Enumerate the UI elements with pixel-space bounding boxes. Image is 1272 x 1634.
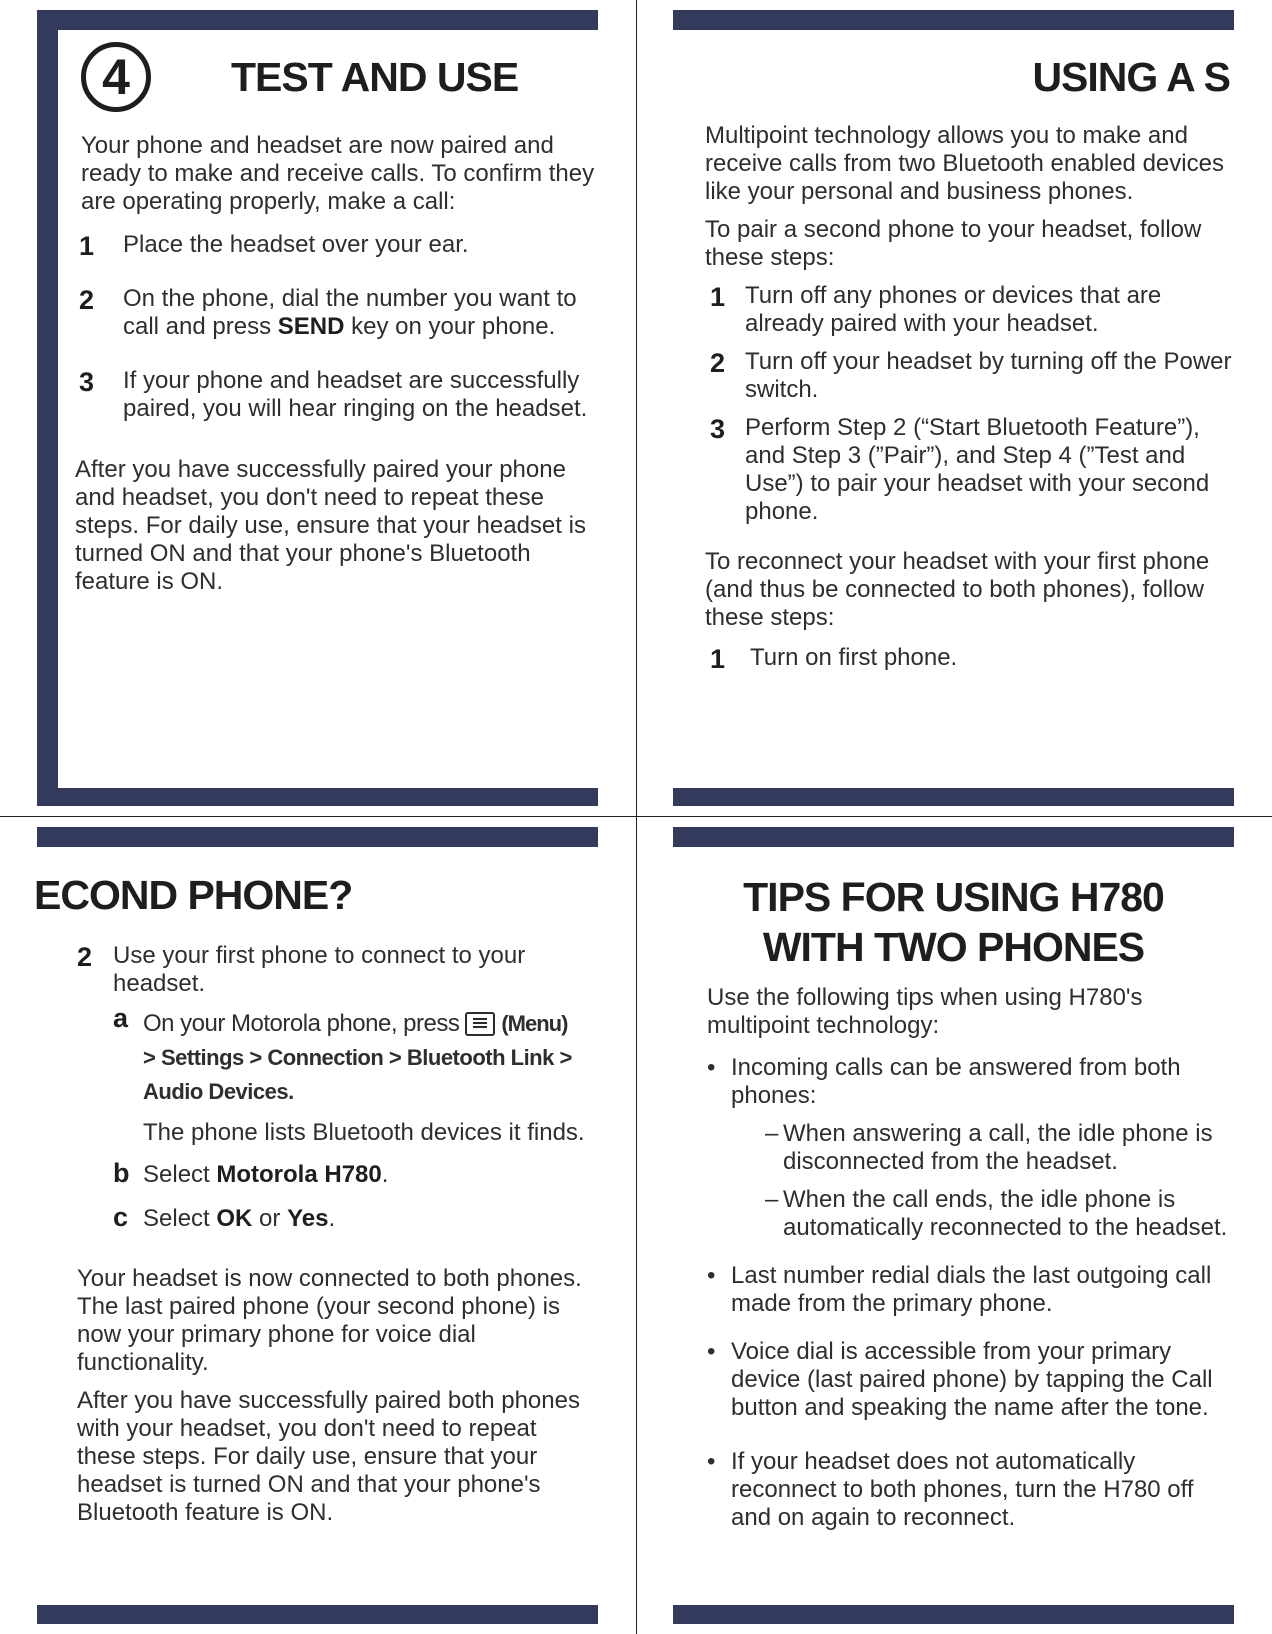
- tip-text: Incoming calls can be answered from both phones:: [731, 1054, 1181, 1109]
- panel3-substep-b: [113, 1158, 597, 1189]
- panel3-step-2: [77, 942, 597, 998]
- step-text-end: key on your phone.: [344, 313, 556, 340]
- panel2-intro1: Multipoint technology allows you to make and receive calls from two Bluetooth enabled devices like your personal and business phones.: [705, 122, 1224, 205]
- menu-instruction: [143, 1006, 597, 1041]
- panel3-frame-top: [37, 827, 598, 847]
- substep-letter: c: [113, 1202, 129, 1232]
- panel4-title-line2: WITH TWO PHONES: [762, 924, 1145, 970]
- panel4-intro: Use the following tips when using H780's multipoint technology:: [707, 984, 1143, 1039]
- panel3-title: ECOND PHONE?: [34, 872, 353, 918]
- step-number-label: 2: [79, 285, 95, 315]
- panel2-frame-bottom: [673, 788, 1234, 806]
- panel1-title: TEST AND USE: [231, 54, 519, 100]
- panel4-title-line1: TIPS FOR USING H780: [743, 874, 1164, 920]
- panel4-frame-top: [673, 827, 1234, 847]
- menu-instruction-prefix: On your Motorola phone, press: [143, 1010, 460, 1037]
- panel3-substep-c: [113, 1202, 597, 1233]
- bullet-icon: •: [707, 1262, 716, 1289]
- step-text: Turn off any phones or devices that are already paired with your headset.: [745, 282, 1162, 337]
- dash-icon: –: [765, 1186, 779, 1213]
- panel2-content: [705, 122, 1233, 672]
- panel2-step-3: [710, 414, 1233, 526]
- panel1-intro: Your phone and headset are now paired and ready to make and receive calls. To confirm they are operating properly, make a call:: [81, 132, 595, 215]
- vertical-fold-line: [636, 0, 637, 1634]
- panel4-title: [673, 872, 1234, 972]
- step-number-label: 3: [710, 414, 726, 444]
- step-number-circle-icon: [81, 42, 151, 112]
- panel3-substep-a: [113, 1003, 597, 1147]
- substep-or: or: [252, 1205, 288, 1232]
- step-text: Use your first phone to connect to your headset.: [113, 942, 526, 997]
- panel2-title: USING A S: [1032, 54, 1230, 100]
- substep-period: .: [381, 1161, 389, 1188]
- panel4-frame-bottom: [673, 1605, 1234, 1624]
- step-number-label: 1: [710, 282, 726, 312]
- substep-a-note: The phone lists Bluetooth devices it finds.: [143, 1119, 585, 1146]
- substep-letter: a: [113, 1003, 129, 1033]
- tip-text: Voice dial is accessible from your primary device (last paired phone) by tapping the Call button and speaking the name after the tone.: [731, 1338, 1213, 1421]
- tip-subitem-text: When answering a call, the idle phone is disconnected from the headset.: [783, 1120, 1213, 1175]
- menu-path-line2: Audio Devices.: [143, 1079, 294, 1104]
- panel2-step-1: [710, 282, 1233, 338]
- device-name: Motorola H780: [216, 1161, 382, 1188]
- step-text: If your phone and headset are successfully paired, you will hear ringing on the headset.: [123, 367, 588, 422]
- yes-label: Yes: [287, 1205, 329, 1232]
- panel3-para1: Your headset is now connected to both phones. The last paired phone (your second phone) is now your primary phone for voice dial functionality.: [77, 1265, 582, 1376]
- tip-bullet-4: [707, 1448, 1235, 1532]
- step-text: On the phone, dial the number you want to call and press: [123, 285, 577, 340]
- step-text: Place the headset over your ear.: [123, 231, 469, 258]
- substep-text: Select: [143, 1161, 217, 1188]
- substep-period: .: [328, 1205, 336, 1232]
- substep-text: Select: [143, 1205, 217, 1232]
- panel1-step-2: [79, 285, 599, 341]
- panel2-reconnect: To reconnect your headset with your first phone (and thus be connected to both phones), follow these steps:: [705, 548, 1210, 631]
- panel1-frame-top: [37, 10, 598, 30]
- tip-subitem-1: [765, 1120, 1235, 1176]
- panel2-reconnect-step-1: [710, 644, 1233, 672]
- menu-key-icon: [465, 1012, 495, 1036]
- substep-letter: b: [113, 1158, 130, 1188]
- menu-label: (Menu): [501, 1011, 568, 1036]
- step-number-label: 2: [710, 348, 726, 378]
- panel2-steps: [705, 282, 1233, 526]
- panel1-frame-bottom: [37, 788, 598, 806]
- tip-bullet-2: [707, 1262, 1235, 1318]
- bullet-icon: •: [707, 1054, 716, 1081]
- panel3-para2: After you have successfully paired both phones with your headset, you don't need to repeat these steps. For daily use, ensure that your headset is turned ON and that your phone's Bluetooth feature is ON.: [77, 1387, 580, 1526]
- panel1-step-1: [79, 231, 599, 259]
- bullet-icon: •: [707, 1448, 716, 1475]
- menu-path-line1: > Settings > Connection > Bluetooth Link >: [143, 1045, 572, 1070]
- step-text: Turn on first phone.: [750, 644, 958, 671]
- tip-text: If your headset does not automatically reconnect to both phones, turn the H780 off and on again to reconnect.: [731, 1448, 1194, 1531]
- step-number-label: 1: [79, 231, 95, 261]
- tip-bullet-3: [707, 1338, 1235, 1422]
- panel2-step-2: [710, 348, 1233, 404]
- panel1-steps: [79, 231, 599, 423]
- step-number-label: 3: [79, 367, 95, 397]
- panel3-frame-bottom: [37, 1605, 598, 1624]
- step-number-label: 2: [77, 942, 93, 972]
- panel1-closing: After you have successfully paired your phone and headset, you don't need to repeat these steps. For daily use, ensure that your headset is turned ON and that your phone's Bluetooth feature is ON.: [75, 456, 586, 595]
- tip-subitem-text: When the call ends, the idle phone is automatically reconnected to the headset.: [783, 1186, 1228, 1241]
- panel2-frame-top: [673, 10, 1234, 30]
- panel2-intro2: To pair a second phone to your headset, follow these steps:: [705, 216, 1202, 271]
- send-key-label: SEND: [277, 313, 345, 340]
- step-text: Perform Step 2 (“Start Bluetooth Feature”), and Step 3 (”Pair”), and Step 4 (”Test and Use”) to pair your headset with your second phone.: [745, 414, 1210, 525]
- ok-label: OK: [216, 1205, 253, 1232]
- step-number: 4: [102, 49, 130, 105]
- horizontal-fold-line: [0, 816, 1272, 817]
- panel3-closing: [77, 1265, 587, 1537]
- dash-icon: –: [765, 1120, 779, 1147]
- panel1-frame-left: [37, 10, 58, 806]
- bullet-icon: •: [707, 1338, 716, 1365]
- step-text: Turn off your headset by turning off the Power switch.: [745, 348, 1232, 403]
- panel3-steps: [77, 942, 597, 1233]
- panel4-content: [707, 984, 1235, 1532]
- step-number-label: 1: [710, 644, 726, 674]
- tip-bullet-1: [707, 1054, 1235, 1110]
- tip-subitem-2: [765, 1186, 1235, 1242]
- tip-text: Last number redial dials the last outgoing call made from the primary phone.: [731, 1262, 1212, 1317]
- panel1-step-3: [79, 367, 599, 423]
